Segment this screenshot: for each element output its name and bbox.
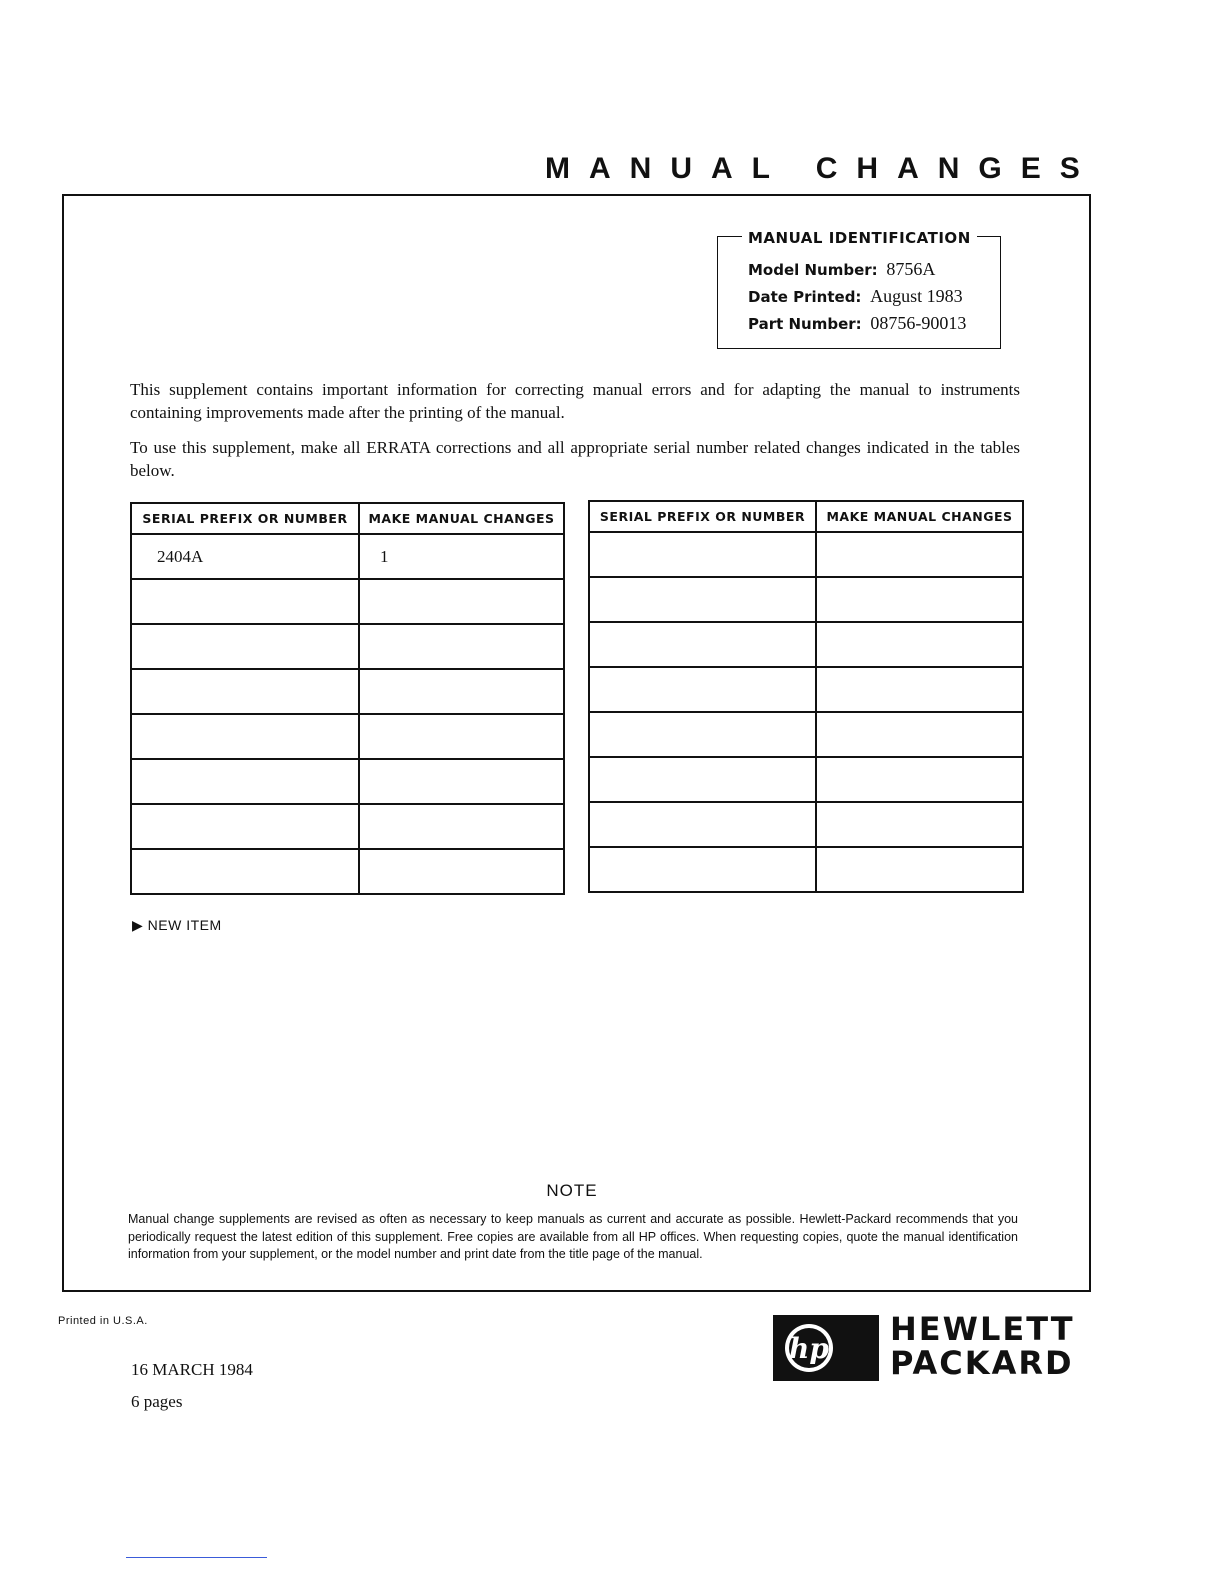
part-number-value: 08756-90013 [870,313,967,333]
serial-prefix-cell [131,759,359,804]
header-serial-prefix: SERIAL PREFIX OR NUMBER [589,501,816,532]
table-row [131,534,564,579]
manual-identification-box [717,229,1001,349]
printed-in-label: Printed in U.S.A. [58,1315,148,1327]
table-row [589,802,1023,847]
table-row [589,667,1023,712]
part-number-label: Part Number: [748,315,862,333]
serial-prefix-cell [589,532,816,577]
new-item-legend [132,917,222,934]
make-changes-cell [816,802,1023,847]
table-row [131,669,564,714]
supplement-date: 16 MARCH 1984 [131,1360,253,1379]
make-changes-cell [816,667,1023,712]
serial-prefix-cell [589,667,816,712]
model-number-value: 8756A [886,259,936,279]
make-changes-cell [359,624,564,669]
serial-prefix-cell [589,622,816,667]
make-changes-cell [359,714,564,759]
hp-logo-icon [773,1315,879,1381]
header-make-changes: MAKE MANUAL CHANGES [359,503,564,534]
intro-paragraph-1: This supplement contains important information for correcting manual errors and for adapting the manual to instruments containing improvements made after the printing of the manual. [130,380,1020,422]
table-row [131,624,564,669]
serial-prefix-cell [131,669,359,714]
make-changes-cell [816,622,1023,667]
serial-prefix-cell [131,714,359,759]
company-name-line1: HEWLETT [890,1310,1075,1348]
model-number-row [748,259,935,280]
table-row [589,577,1023,622]
serial-prefix-cell [131,624,359,669]
serial-prefix-cell [589,757,816,802]
serial-prefix-cell [131,804,359,849]
part-number-row [748,313,966,334]
table-row [589,712,1023,757]
table-row [131,804,564,849]
serial-prefix-cell [589,577,816,622]
date-printed-label: Date Printed: [748,288,862,306]
make-changes-cell [359,849,564,894]
date-printed-value: August 1983 [870,286,963,306]
make-changes-cell [359,579,564,624]
serial-table-right [588,500,1024,893]
make-changes-cell [816,532,1023,577]
date-printed-row [748,286,963,307]
serial-prefix-cell [589,712,816,757]
company-name-line2: PACKARD [890,1344,1074,1382]
serial-prefix-cell [131,849,359,894]
bottom-rule [126,1557,267,1558]
page-count: 6 pages [131,1392,183,1411]
serial-prefix-cell: 2404A [131,534,359,579]
manual-identification-heading: MANUAL IDENTIFICATION [742,229,977,247]
table-row [131,579,564,624]
serial-prefix-cell [589,802,816,847]
model-number-label: Model Number: [748,261,878,279]
table-row [131,759,564,804]
triangle-right-icon: ▶ [132,917,144,933]
table-row [589,622,1023,667]
make-changes-cell [359,804,564,849]
make-changes-cell [816,577,1023,622]
header-serial-prefix: SERIAL PREFIX OR NUMBER [131,503,359,534]
hp-logo-mark: hp [789,1332,829,1365]
make-changes-cell [816,757,1023,802]
header-make-changes: MAKE MANUAL CHANGES [816,501,1023,532]
table-row [589,847,1023,892]
make-changes-cell [359,759,564,804]
make-changes-cell [816,712,1023,757]
note-title: NOTE [546,1181,598,1200]
serial-prefix-cell [131,579,359,624]
table-row [589,757,1023,802]
table-row [131,714,564,759]
serial-table-left [130,502,565,895]
company-name [890,1312,1075,1380]
new-item-label: NEW ITEM [147,917,222,933]
table-row [131,849,564,894]
make-changes-cell [816,847,1023,892]
page-title: MANUAL CHANGES [545,152,1099,185]
table-row [589,532,1023,577]
serial-prefix-cell [589,847,816,892]
make-changes-cell: 1 [359,534,564,579]
intro-paragraph-2: To use this supplement, make all ERRATA corrections and all appropriate serial number related changes indicated in the tables below. [130,438,1020,480]
note-text: Manual change supplements are revised as often as necessary to keep manuals as current and accurate as possible. Hewlett-Packard recommends that you periodically request the latest edition of this supplement. Free copies are available from all HP offices. When requesting copies, quote the manual identification information from your supplement, or the model number and print date from the title page of the manual. [128,1212,1018,1261]
make-changes-cell [359,669,564,714]
